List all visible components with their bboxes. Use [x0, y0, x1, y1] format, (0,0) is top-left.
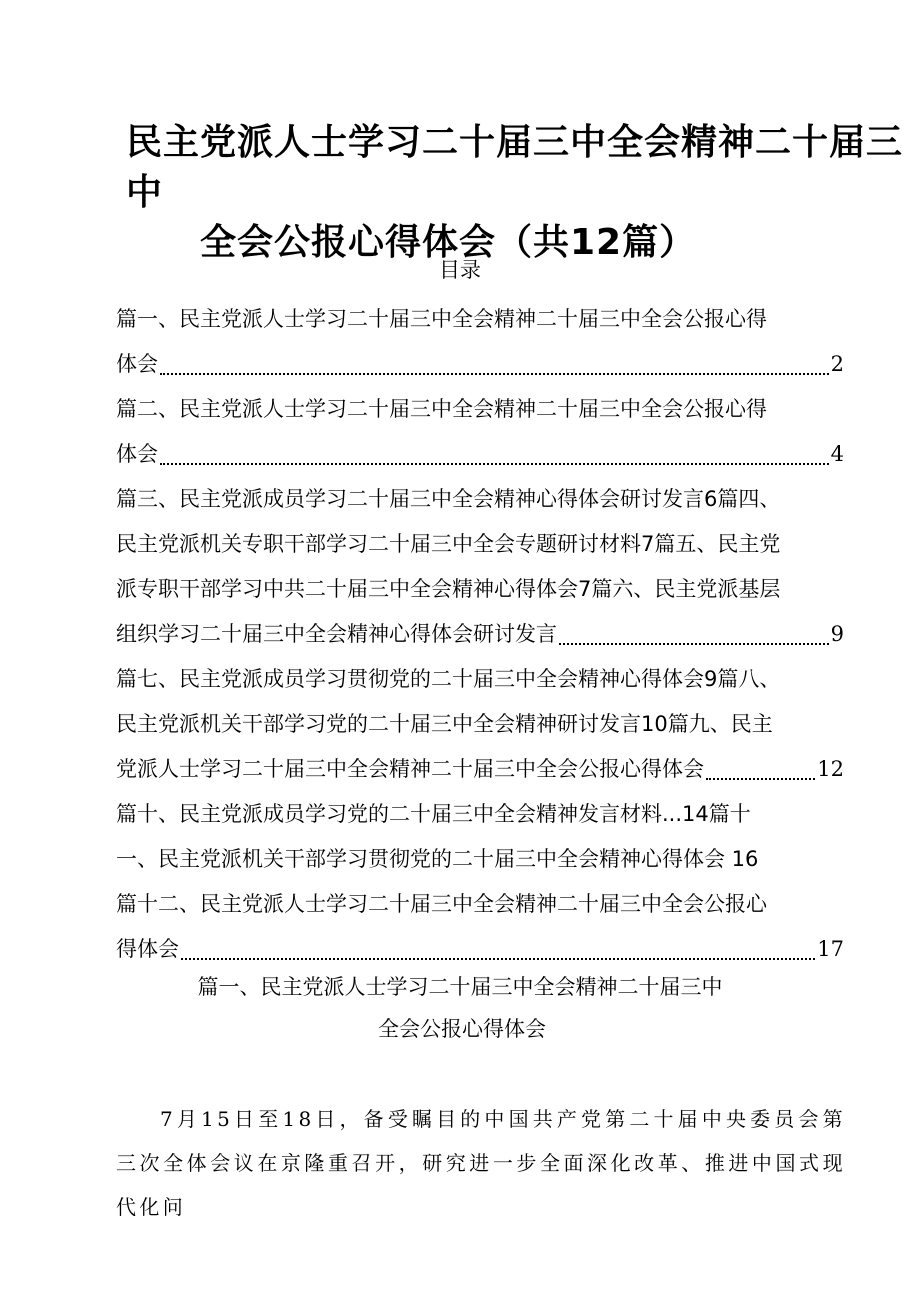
- toc-leader-dots: [160, 359, 829, 375]
- toc-heading: 目录: [439, 258, 481, 282]
- document-title-line-1: 民主党派人士学习二十届三中全会精神二十届三中: [126, 122, 904, 213]
- toc-leader-dots: [181, 944, 815, 960]
- section-title-line-2: 全会公报心得体会: [378, 1017, 546, 1041]
- section-title: [0, 966, 920, 1050]
- toc-line-text: 篇七、民主党派成员学习贯彻党的二十届三中全会精神心得体会9篇八、: [116, 667, 781, 691]
- section-title-line-1: 篇一、民主党派人士学习二十届三中全会精神二十届三中: [197, 975, 723, 999]
- toc-line: [116, 837, 844, 882]
- toc-page-number: 12: [817, 757, 844, 781]
- document-title: [0, 118, 920, 268]
- toc-line: [116, 477, 844, 522]
- toc-leader-dots: [160, 449, 829, 465]
- toc-line: [116, 792, 844, 837]
- toc-line: [116, 342, 844, 387]
- toc-line-text: 篇二、民主党派人士学习二十届三中全会精神二十届三中全会公报心得: [116, 397, 767, 421]
- toc-line: [116, 297, 844, 342]
- toc-line: [116, 567, 844, 612]
- toc-line-text: 党派人士学习二十届三中全会精神二十届三中全会公报心得体会: [116, 757, 704, 781]
- toc-line-text: 体会: [116, 352, 158, 376]
- toc-line-text: 篇一、民主党派人士学习二十届三中全会精神二十届三中全会公报心得: [116, 307, 767, 331]
- toc-line: [116, 522, 844, 567]
- toc-line-text: 篇十二、民主党派人士学习二十届三中全会精神二十届三中全会公报心: [116, 892, 767, 916]
- toc-line-text: 篇十、民主党派成员学习党的二十届三中全会精神发言材料...14篇十: [116, 802, 751, 826]
- toc-leader-dots: [559, 629, 829, 645]
- toc-line-text: 民主党派机关专职干部学习二十届三中全会专题研讨材料7篇五、民主党: [116, 532, 781, 556]
- toc-line-text: 体会: [116, 442, 158, 466]
- toc-page-number: 17: [817, 937, 844, 961]
- document-title-line-2: 全会公报心得体会（共12篇）: [200, 222, 697, 263]
- toc-page-number: 2: [830, 352, 844, 376]
- toc-page-number: 4: [830, 442, 844, 466]
- toc-line: [116, 432, 844, 477]
- toc-line-text: 组织学习二十届三中全会精神心得体会研讨发言: [116, 622, 557, 646]
- toc-line: [116, 747, 844, 792]
- toc-line-text: 民主党派机关干部学习党的二十届三中全会精神研讨发言10篇九、民主: [116, 712, 773, 736]
- toc-line-text: 一、民主党派机关干部学习贯彻党的二十届三中全会精神心得体会 16: [116, 847, 759, 871]
- toc-line: [116, 612, 844, 657]
- toc-page-number: 9: [830, 622, 844, 646]
- toc-line: [116, 657, 844, 702]
- table-of-contents: [116, 297, 844, 972]
- toc-line: [116, 882, 844, 927]
- body-paragraph: 7月15日至18日，备受瞩目的中国共产党第二十届中央委员会第三次全体会议在京隆重召开，研究进一步全面深化改革、推进中国式现代化问: [116, 1107, 846, 1219]
- toc-leader-dots: [706, 764, 815, 780]
- toc-line-text: 派专职干部学习中共二十届三中全会精神心得体会7篇六、民主党派基层: [116, 577, 781, 601]
- toc-line: [116, 702, 844, 747]
- toc-line-text: 得体会: [116, 937, 179, 961]
- toc-line: [116, 387, 844, 432]
- toc-line-text: 篇三、民主党派成员学习二十届三中全会精神心得体会研讨发言6篇四、: [116, 487, 781, 511]
